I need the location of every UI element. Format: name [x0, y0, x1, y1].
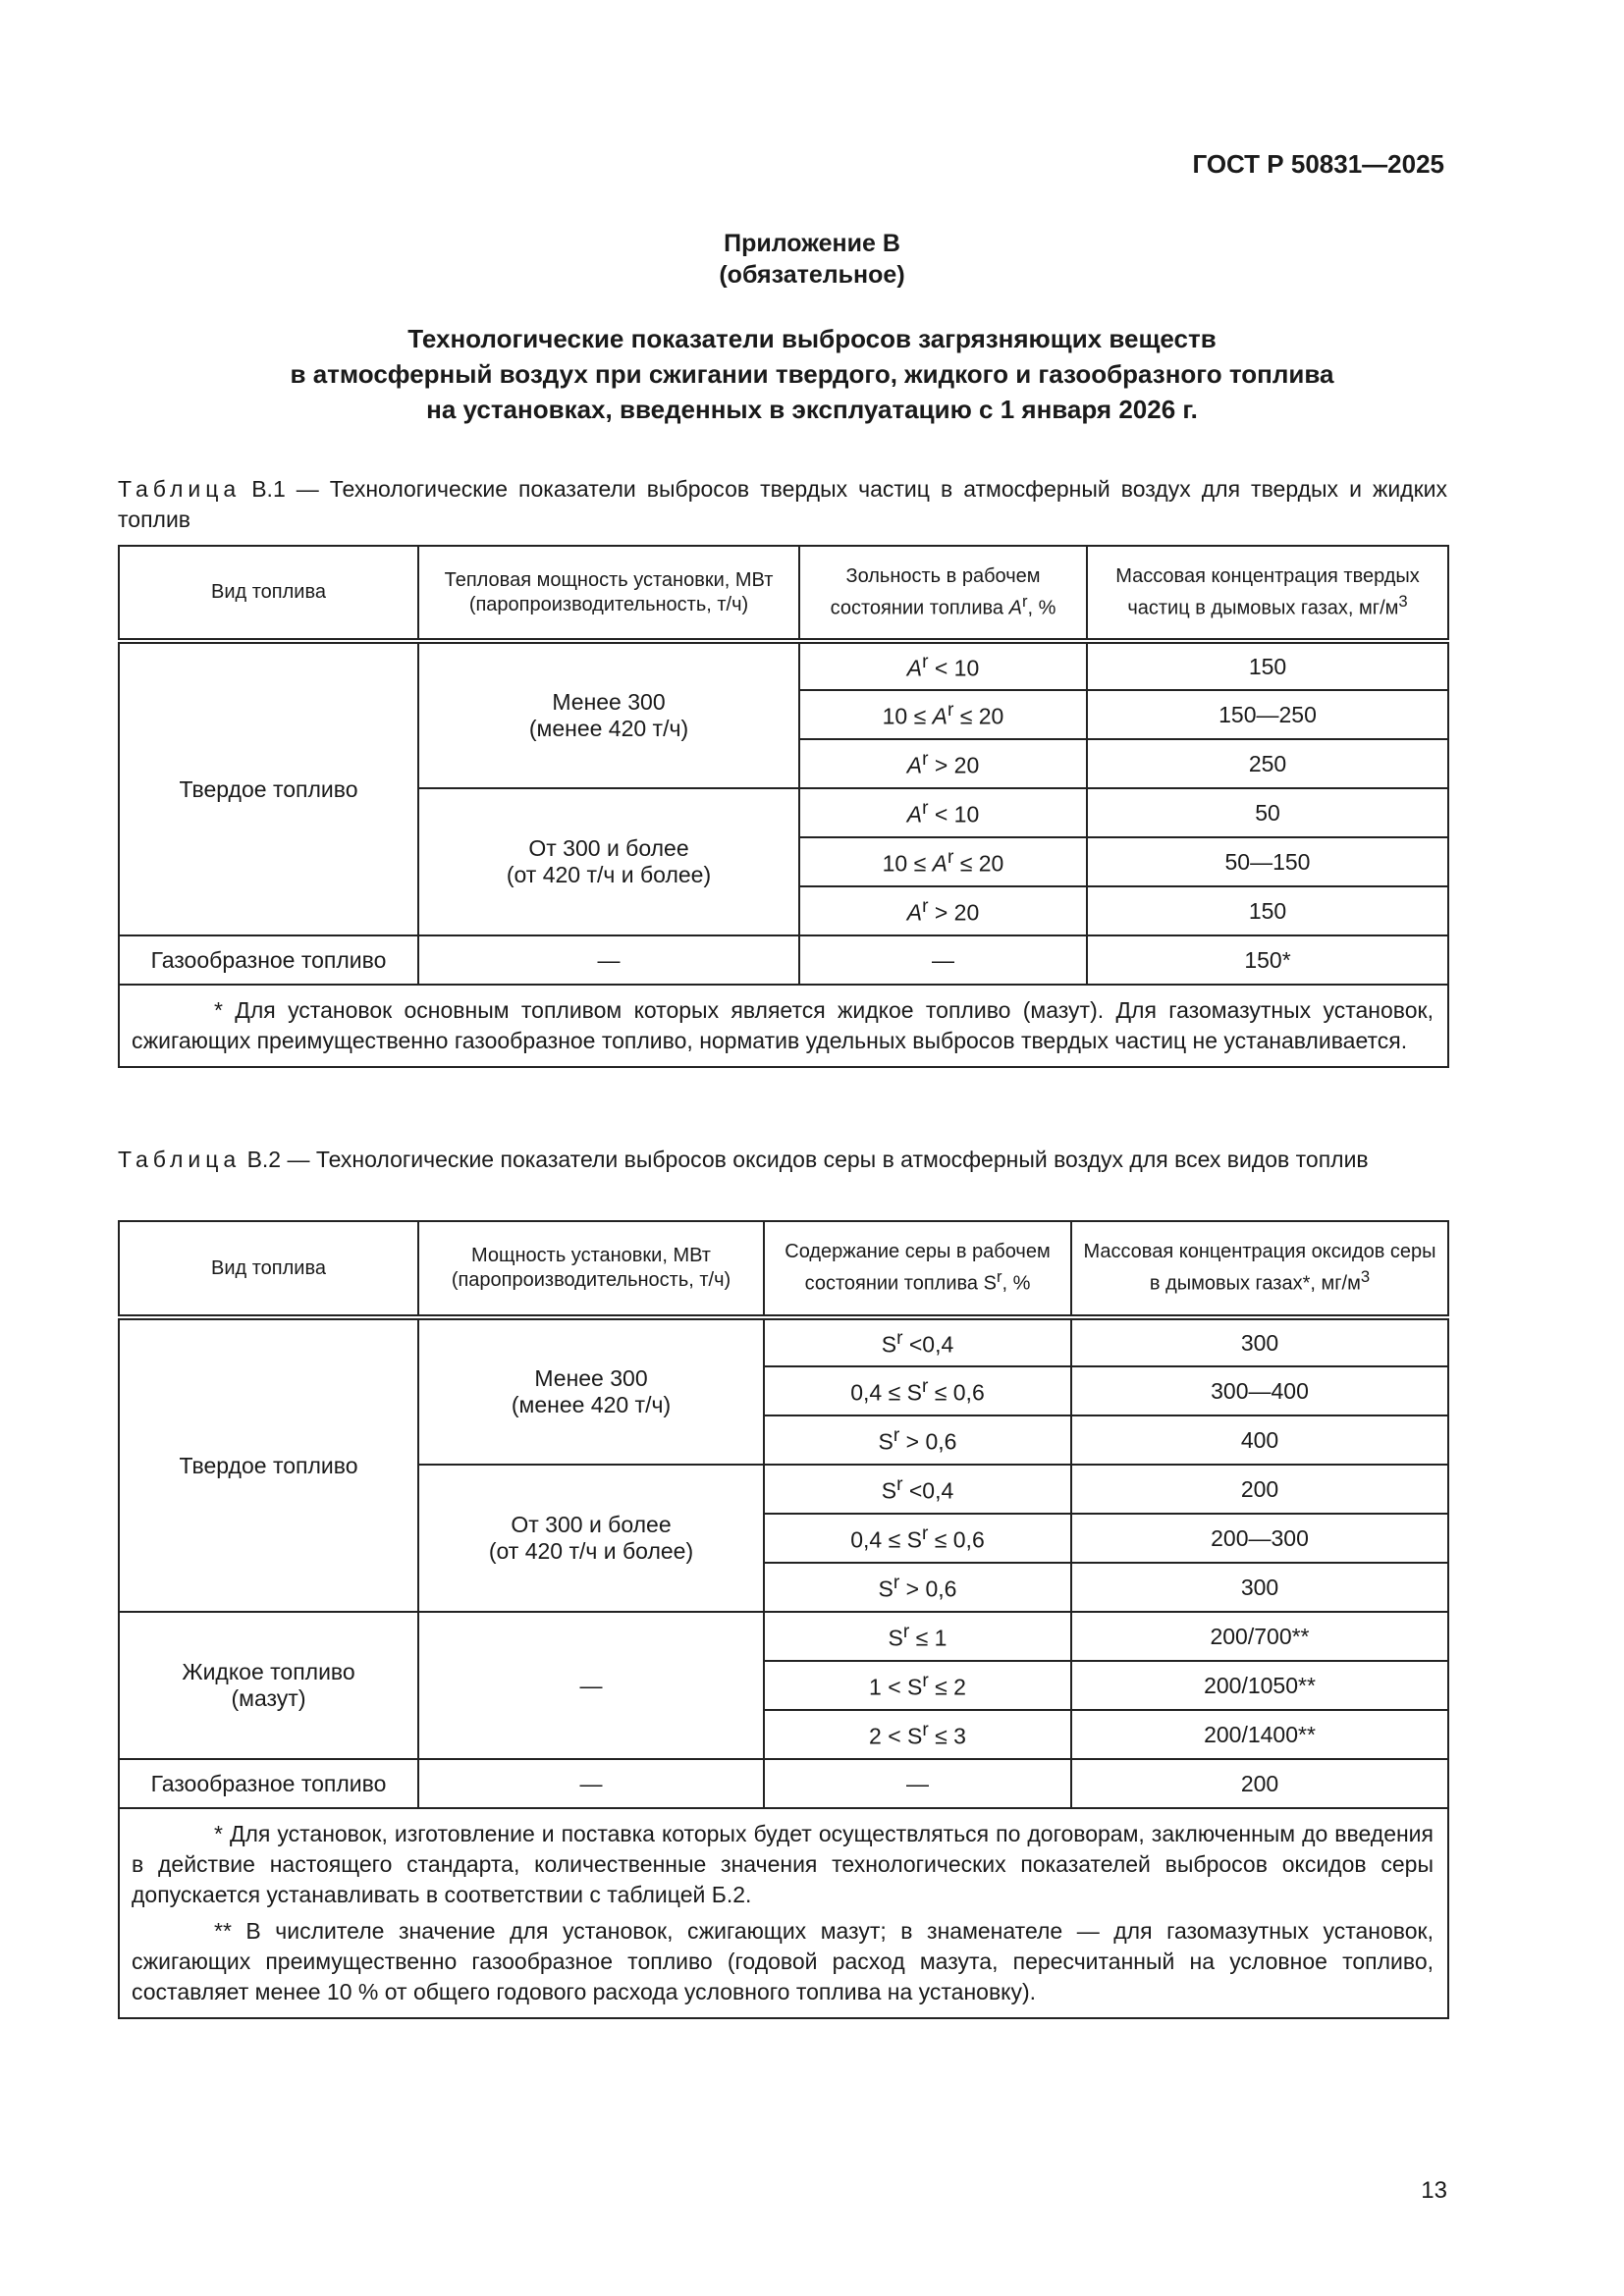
table2-footnote-1: * Для установок, изготовление и поставка которых будет осуществляться по договорам, заключенным до введения в действие настоящего стандарта, количественные значения технологических показателей выбросов оксидов серы допускается устанавливать в соответствии с таблицей Б.2.: [132, 1821, 1434, 1907]
concentration-value: 50: [1087, 788, 1448, 837]
table2-footnotes: [119, 1808, 1448, 2018]
table2-gas-value: 200: [1071, 1759, 1448, 1808]
table1-header-row: [119, 546, 1448, 641]
table1-solid-fuel: Твердое топливо: [119, 641, 418, 935]
capacity-line-1: Менее 300: [552, 689, 666, 715]
condition-suffix: <0,4: [902, 1477, 954, 1504]
table1-header-ash: [799, 546, 1087, 641]
ash-symbol: A: [1008, 597, 1022, 619]
condition-suffix: > 20: [928, 899, 980, 926]
condition-prefix: 0,4 ≤ S: [850, 1379, 922, 1406]
concentration-value: 200—300: [1071, 1514, 1448, 1563]
table1-gas-ash: —: [799, 935, 1087, 985]
capacity-line-1: Менее 300: [534, 1365, 648, 1391]
sulfur-condition: [764, 1465, 1071, 1514]
table-row: [119, 1759, 1448, 1808]
condition-prefix: 10 ≤: [882, 703, 933, 729]
sulfur-condition: [764, 1366, 1071, 1415]
sulfur-superscript: r: [896, 1327, 903, 1349]
table1-capacity-group-1: [418, 641, 799, 788]
condition-suffix: < 10: [928, 801, 980, 828]
ash-symbol: A: [906, 655, 923, 681]
table1-capacity-group-2: [418, 788, 799, 935]
table2-gas-capacity: —: [418, 1759, 764, 1808]
page-title-line-3: на установках, введенных в эксплуатацию с 1 января 2026 г.: [426, 395, 1198, 424]
sulfur-condition: [764, 1612, 1071, 1661]
ash-condition: [799, 739, 1087, 788]
table-row: [119, 935, 1448, 985]
page-title-line-2: в атмосферный воздух при сжигании твердого, жидкого и газообразного топлива: [290, 359, 1334, 389]
ash-symbol: A: [932, 703, 947, 729]
table1-gas-fuel: Газообразное топливо: [119, 935, 418, 985]
sulfur-superscript: r: [921, 1375, 929, 1397]
sulfur-condition: [764, 1563, 1071, 1612]
standard-code: ГОСТ Р 50831—2025: [1192, 149, 1444, 179]
condition-prefix: 0,4 ≤ S: [850, 1526, 922, 1553]
table1-caption-label: Таблица: [118, 476, 242, 502]
table1-header-ash-text: Зольность в рабочем состоянии топлива: [830, 564, 1041, 619]
ash-symbol: A: [932, 850, 947, 877]
condition-prefix: S: [881, 1331, 897, 1358]
page-title-line-1: Технологические показатели выбросов загрязняющих веществ: [407, 324, 1217, 353]
table2-header-concentration: [1071, 1221, 1448, 1317]
concentration-value: 200/1400**: [1071, 1710, 1448, 1759]
capacity-line-1: От 300 и более: [511, 1512, 672, 1537]
table2-header-fuel: Вид топлива: [119, 1221, 418, 1317]
condition-prefix: 10 ≤: [882, 850, 933, 877]
condition-suffix: ≤ 20: [953, 703, 1004, 729]
capacity-line-2: (от 420 т/ч и более): [506, 862, 712, 887]
appendix-status: (обязательное): [719, 261, 905, 289]
concentration-value: 200: [1071, 1465, 1448, 1514]
capacity-line-1: От 300 и более: [528, 835, 689, 861]
condition-prefix: 2 < S: [869, 1723, 923, 1749]
ash-superscript: r: [922, 797, 929, 819]
table-row: [119, 1317, 1448, 1366]
concentration-value: 300: [1071, 1317, 1448, 1366]
condition-suffix: ≤ 2: [928, 1674, 966, 1700]
table1-gas-value: 150*: [1087, 935, 1448, 985]
page-number: 13: [1421, 2177, 1447, 2204]
table1-header-fuel: Вид топлива: [119, 546, 418, 641]
table1-note-row: [119, 985, 1448, 1067]
sulfur-superscript: r: [896, 1473, 903, 1495]
table2-header-sulfur-text: Содержание серы в рабочем состоянии топлива S: [785, 1241, 1051, 1295]
condition-suffix: ≤ 0,6: [928, 1526, 985, 1553]
ash-superscript: r: [922, 748, 929, 770]
concentration-value: 200/700**: [1071, 1612, 1448, 1661]
ash-symbol: A: [906, 752, 923, 778]
table1: [118, 545, 1449, 1068]
table2-header-concentration-text: Массовая концентрация оксидов серы в дымовых газах*, мг/м: [1083, 1241, 1436, 1295]
page-title: [0, 321, 1624, 427]
ash-condition: [799, 690, 1087, 739]
table1-caption-text: В.1 — Технологические показатели выбросов твердых частиц в атмосферный воздух для твердых и жидких топлив: [118, 476, 1448, 532]
table2-caption: [118, 1145, 1447, 1175]
sulfur-superscript: r: [902, 1621, 910, 1642]
condition-suffix: ≤ 20: [953, 850, 1004, 877]
table2-header-sulfur-unit: , %: [1001, 1272, 1031, 1295]
ash-superscript: r: [947, 699, 954, 721]
table-row: [119, 1612, 1448, 1661]
sulfur-superscript: r: [893, 1424, 900, 1446]
condition-suffix: ≤ 0,6: [928, 1379, 985, 1406]
concentration-value: 200/1050**: [1071, 1661, 1448, 1710]
ash-condition: [799, 886, 1087, 935]
table1-header-capacity: Тепловая мощность установки, МВт (паропроизводительность, т/ч): [418, 546, 799, 641]
table1-caption: [118, 474, 1447, 535]
concentration-value: 50—150: [1087, 837, 1448, 886]
ash-condition: [799, 837, 1087, 886]
table1-header-concentration-sup: 3: [1398, 591, 1408, 611]
table1-footnote: [119, 985, 1448, 1067]
table-row: [119, 641, 1448, 690]
liquid-fuel-line-1: Жидкое топливо: [182, 1659, 355, 1684]
ash-symbol: A: [906, 899, 923, 926]
condition-prefix: S: [878, 1575, 893, 1602]
concentration-value: 400: [1071, 1415, 1448, 1465]
table2-capacity-group-1: [418, 1317, 764, 1465]
sulfur-superscript: r: [922, 1719, 929, 1740]
appendix-title: Приложение В: [724, 230, 900, 257]
condition-prefix: S: [881, 1477, 897, 1504]
sulfur-condition: [764, 1317, 1071, 1366]
table1-header-concentration: [1087, 546, 1448, 641]
table2-note-row: [119, 1808, 1448, 2018]
sulfur-superscript: r: [996, 1267, 1002, 1287]
sulfur-superscript: r: [921, 1522, 929, 1544]
table2-gas-sulfur: —: [764, 1759, 1071, 1808]
table2-capacity-group-2: [418, 1465, 764, 1612]
sulfur-condition: [764, 1710, 1071, 1759]
ash-condition: [799, 641, 1087, 690]
sulfur-condition: [764, 1514, 1071, 1563]
condition-suffix: ≤ 1: [909, 1625, 947, 1651]
table2-header-row: [119, 1221, 1448, 1317]
table2: [118, 1220, 1449, 2019]
condition-suffix: > 0,6: [899, 1575, 957, 1602]
condition-prefix: S: [888, 1625, 903, 1651]
table2-caption-text: В.2 — Технологические показатели выбросов оксидов серы в атмосферный воздух для всех видов топлив: [246, 1147, 1369, 1172]
table2-liquid-fuel: [119, 1612, 418, 1759]
ash-superscript: r: [922, 651, 929, 672]
concentration-value: 300—400: [1071, 1366, 1448, 1415]
table1-footnote-text: * Для установок основным топливом которых является жидкое топливо (мазут). Для газомазутных установок, сжигающих преимущественно газообразное топливо, норматив удельных выбросов твердых частиц не устанавливается.: [132, 997, 1434, 1053]
table2-caption-label: Таблица: [118, 1147, 242, 1172]
condition-prefix: 1 < S: [869, 1674, 923, 1700]
concentration-value: 250: [1087, 739, 1448, 788]
table2-header-concentration-sup: 3: [1360, 1267, 1371, 1287]
condition-prefix: S: [878, 1428, 893, 1455]
table2-liquid-capacity: —: [418, 1612, 764, 1759]
table2-header-capacity: Мощность установки, МВт (паропроизводительность, т/ч): [418, 1221, 764, 1317]
sulfur-superscript: r: [893, 1572, 900, 1593]
table2-header-sulfur: [764, 1221, 1071, 1317]
sulfur-condition: [764, 1661, 1071, 1710]
table2-solid-fuel: Твердое топливо: [119, 1317, 418, 1612]
concentration-value: 150: [1087, 886, 1448, 935]
table1-gas-capacity: —: [418, 935, 799, 985]
table2-footnote-2: ** В числителе значение для установок, сжигающих мазут; в знаменателе — для газомазутных установок, сжигающих преимущественно газообразное топливо (годовой расход мазута, пересчитанный на условное топливо, составляет менее 10 % от общего годового расхода условного топлива на установку).: [132, 1918, 1434, 2004]
ash-superscript: r: [922, 895, 929, 917]
condition-suffix: ≤ 3: [928, 1723, 966, 1749]
ash-symbol: A: [906, 801, 923, 828]
capacity-line-2: (менее 420 т/ч): [528, 716, 689, 741]
condition-suffix: <0,4: [902, 1331, 954, 1358]
condition-suffix: < 10: [928, 655, 980, 681]
sulfur-superscript: r: [922, 1670, 929, 1691]
table2-gas-fuel: Газообразное топливо: [119, 1759, 418, 1808]
concentration-value: 300: [1071, 1563, 1448, 1612]
table1-header-ash-unit: , %: [1027, 597, 1056, 619]
table1-header-concentration-text: Массовая концентрация твердых частиц в дымовых газах, мг/м: [1115, 564, 1420, 619]
capacity-line-2: (от 420 т/ч и более): [488, 1538, 694, 1564]
ash-condition: [799, 788, 1087, 837]
capacity-line-2: (менее 420 т/ч): [511, 1392, 672, 1417]
sulfur-condition: [764, 1415, 1071, 1465]
ash-superscript: r: [947, 846, 954, 868]
condition-suffix: > 0,6: [899, 1428, 957, 1455]
liquid-fuel-line-2: (мазут): [231, 1685, 306, 1711]
concentration-value: 150—250: [1087, 690, 1448, 739]
condition-suffix: > 20: [928, 752, 980, 778]
concentration-value: 150: [1087, 641, 1448, 690]
appendix-heading: [0, 228, 1624, 291]
ash-superscript: r: [1021, 591, 1028, 611]
